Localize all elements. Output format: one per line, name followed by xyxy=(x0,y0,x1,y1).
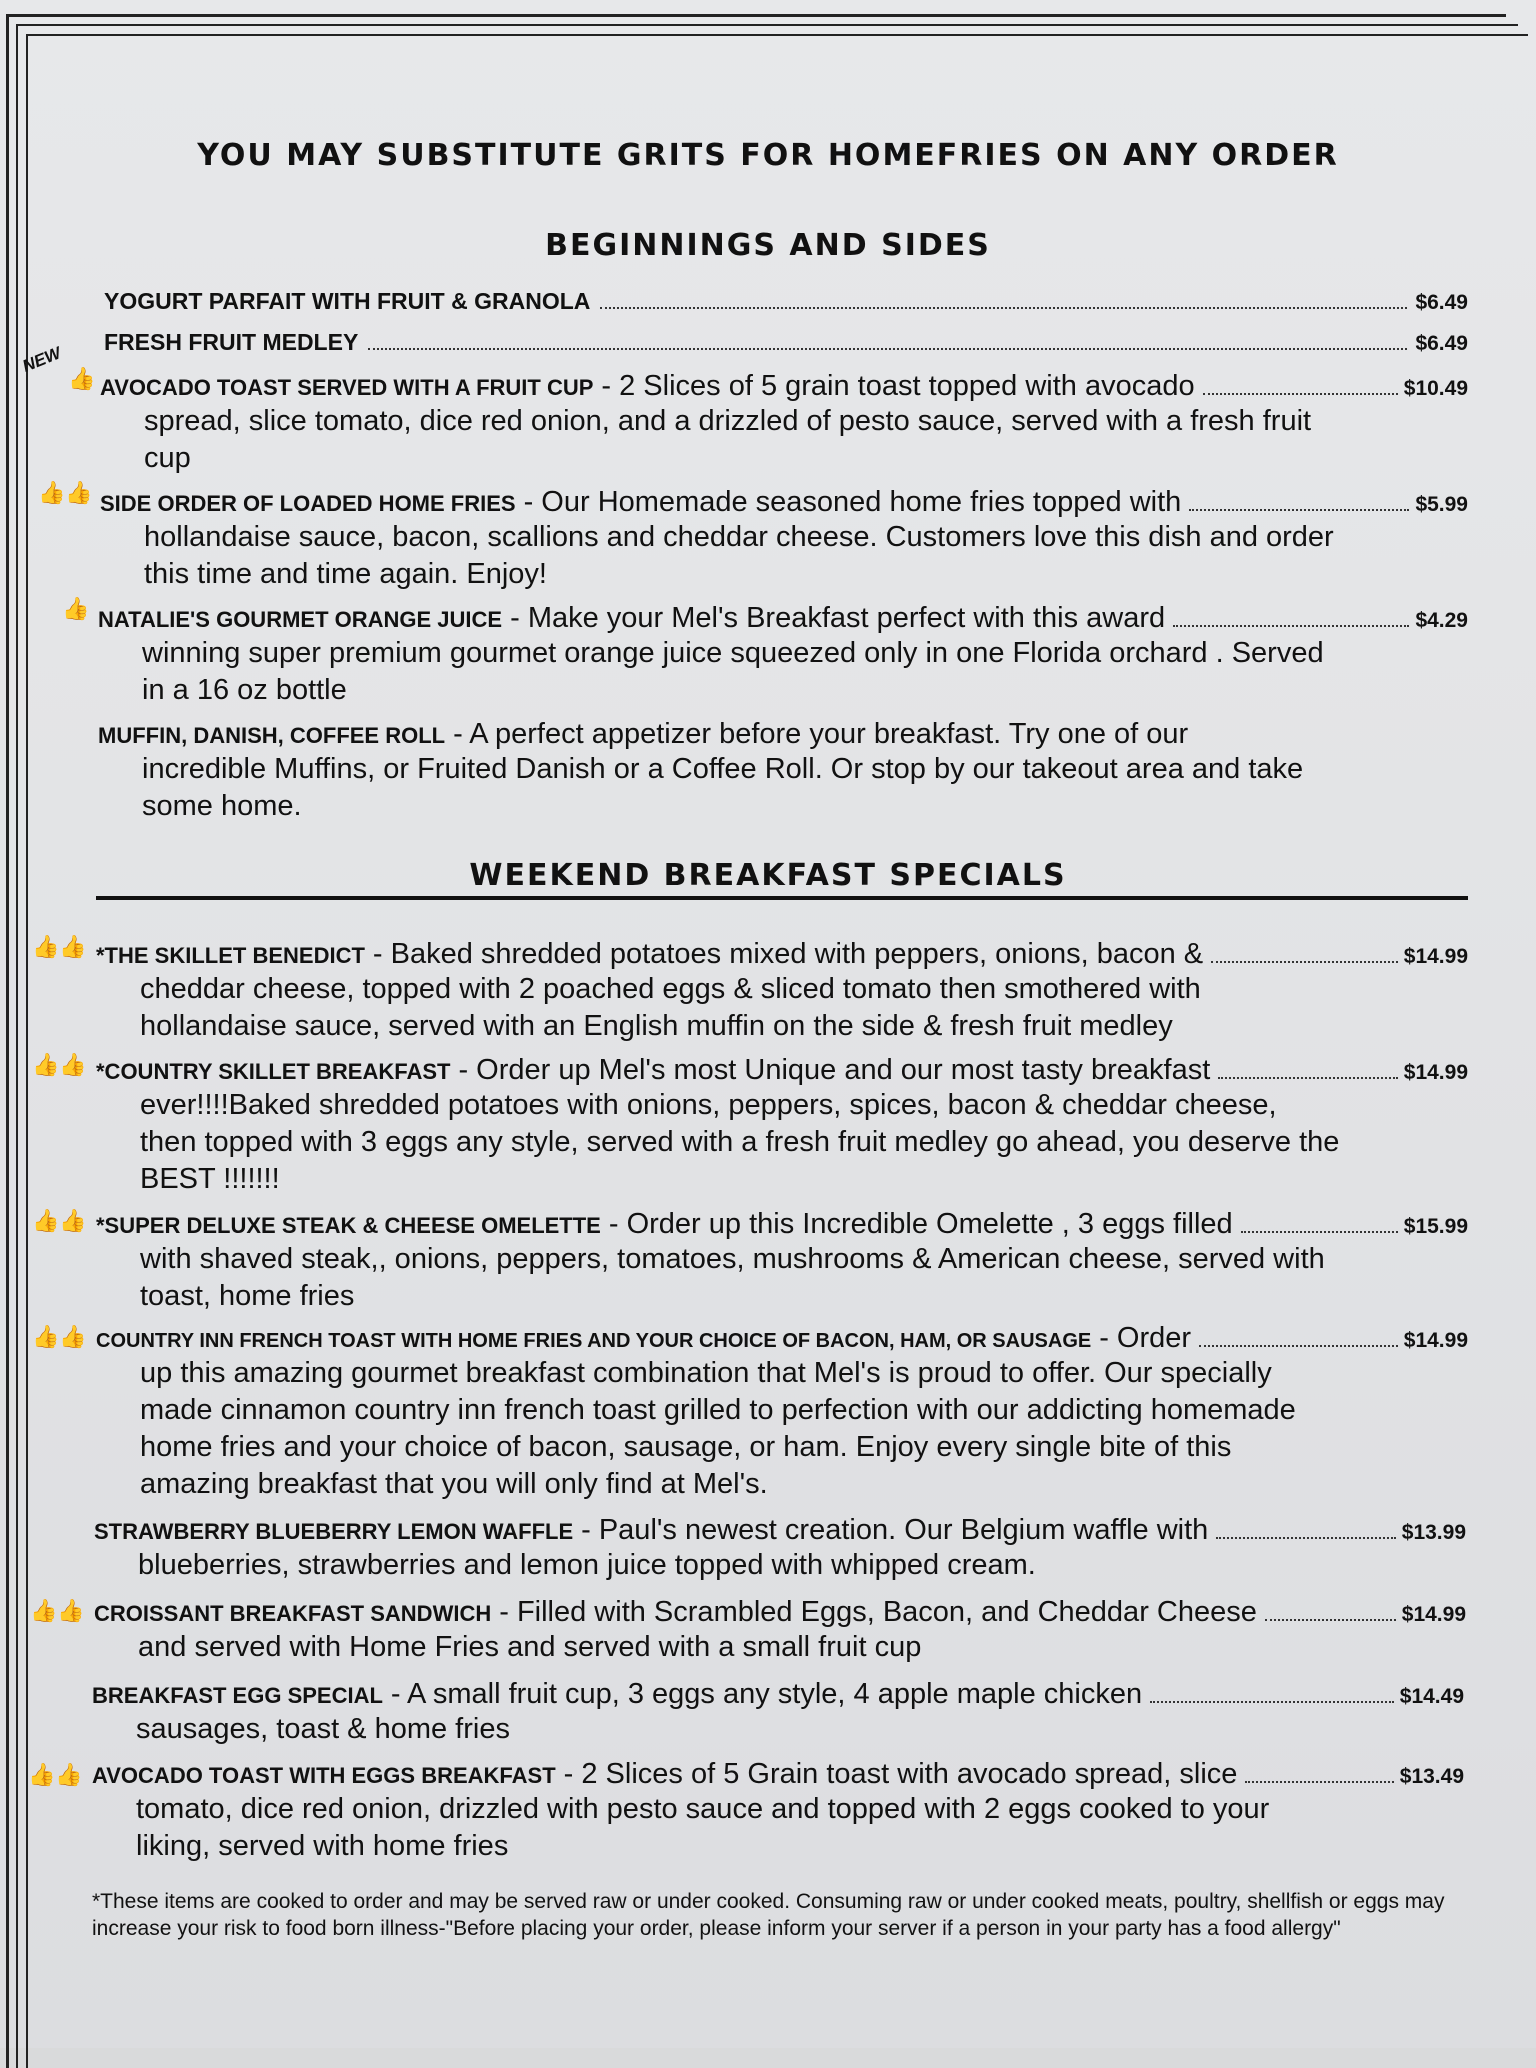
leader-dots xyxy=(1199,1345,1398,1347)
item-description-continued: blueberries, strawberries and lemon juice topped with whipped cream. xyxy=(138,1549,1036,1581)
item-name: NATALIE'S GOURMET ORANGE JUICE xyxy=(98,607,503,632)
menu-item xyxy=(100,370,1468,477)
item-description-continued: up this amazing gourmet breakfast combination that Mel's is proud to offer. Our specially made cinnamon country inn french toast grilled to perfection with our addicting homemade home fries and your choice of bacon, sausage, or ham. Enjoy every single bite of this amazing breakfast that you will only find at Mel's. xyxy=(140,1357,1296,1500)
leader-dots xyxy=(368,348,1407,350)
item-description: - 2 Slices of 5 Grain toast with avocado spread, slice xyxy=(563,1758,1238,1790)
menu-item xyxy=(100,486,1468,593)
menu-item xyxy=(92,1758,1464,1865)
item-name: *SUPER DELUXE STEAK & CHEESE OMELETTE xyxy=(96,1213,601,1238)
menu-item xyxy=(98,602,1468,709)
item-price: $14.99 xyxy=(1403,1061,1468,1084)
item-name: STRAWBERRY BLUEBERRY LEMON WAFFLE xyxy=(94,1519,574,1544)
item-description-continued: tomato, dice red onion, drizzled with pesto sauce and topped with 2 eggs cooked to your liking, served with home fries xyxy=(136,1793,1270,1862)
item-description: - Order xyxy=(1099,1322,1192,1354)
item-price: $4.29 xyxy=(1415,609,1468,632)
menu-item xyxy=(94,1514,1466,1584)
leader-dots xyxy=(1150,1701,1394,1703)
item-price: $14.99 xyxy=(1403,1329,1468,1352)
thumbs-up-icon: 👍👍 xyxy=(32,934,87,959)
item-price: $15.99 xyxy=(1403,1215,1468,1238)
item-description: - Our Homemade seasoned home fries topped with xyxy=(523,486,1182,518)
item-description: - Make your Mel's Breakfast perfect with this award xyxy=(510,602,1166,634)
item-name: YOGURT PARFAIT WITH FRUIT & GRANOLA xyxy=(104,288,591,314)
item-description-continued: hollandaise sauce, bacon, scallions and cheddar cheese. Customers love this dish and order this time and time again. Enjoy! xyxy=(144,521,1334,590)
item-name: AVOCADO TOAST WITH EGGS BREAKFAST xyxy=(92,1763,556,1788)
item-description-continued: and served with Home Fries and served with a small fruit cup xyxy=(138,1631,922,1663)
leader-dots xyxy=(1203,393,1398,395)
item-name: *COUNTRY SKILLET BREAKFAST xyxy=(96,1059,451,1084)
thumbs-up-icon: 👍 xyxy=(62,596,90,621)
item-price: $13.49 xyxy=(1399,1765,1464,1788)
item-name: SIDE ORDER OF LOADED HOME FRIES xyxy=(100,491,516,516)
menu-item xyxy=(92,1678,1464,1748)
item-description: - Filled with Scrambled Eggs, Bacon, and Cheddar Cheese xyxy=(499,1596,1257,1628)
item-description-continued: with shaved steak,, onions, peppers, tomatoes, mushrooms & American cheese, served with toast, home fries xyxy=(140,1243,1325,1312)
menu-item xyxy=(94,1596,1466,1666)
item-name: COUNTRY INN FRENCH TOAST WITH HOME FRIES AND YOUR CHOICE OF BACON, HAM, OR SAUSAGE xyxy=(96,1330,1092,1352)
thumbs-up-icon: 👍👍 xyxy=(38,480,93,505)
thumbs-up-icon: 👍👍 xyxy=(30,1598,85,1623)
allergy-disclaimer: *These items are cooked to order and may be served raw or under cooked. Consuming raw or under cooked meats, poultry, shellfish or eggs may increase your risk to food born illness-"Before placing your order, please inform your server if a person in your party has a food allergy" xyxy=(92,1890,1445,1940)
leader-dots xyxy=(600,307,1407,309)
leader-dots xyxy=(1241,1231,1398,1233)
item-price: $14.49 xyxy=(1399,1685,1464,1708)
menu-item xyxy=(104,329,1468,356)
thumbs-up-icon: 👍👍 xyxy=(32,1052,87,1077)
item-name: FRESH FRUIT MEDLEY xyxy=(104,329,359,355)
item-price: $13.99 xyxy=(1401,1521,1466,1544)
menu-item xyxy=(98,718,1468,825)
item-name: AVOCADO TOAST SERVED WITH A FRUIT CUP xyxy=(100,375,594,400)
item-description-continued: cheddar cheese, topped with 2 poached eggs & sliced tomato then smothered with hollandaise sauce, served with an English muffin on the side & fresh fruit medley xyxy=(140,973,1201,1042)
leader-dots xyxy=(1211,961,1398,963)
thumbs-up-icon: 👍👍 xyxy=(28,1762,83,1787)
item-name: *THE SKILLET BENEDICT xyxy=(96,943,365,968)
leader-dots xyxy=(1189,509,1409,511)
menu-item xyxy=(96,1054,1468,1198)
item-description-continued: incredible Muffins, or Fruited Danish or a Coffee Roll. Or stop by our takeout area and take some home. xyxy=(142,753,1304,822)
thumbs-up-icon: 👍👍 xyxy=(32,1324,87,1349)
item-description: - 2 Slices of 5 grain toast topped with avocado xyxy=(601,370,1195,402)
item-price: $5.99 xyxy=(1415,493,1468,516)
leader-dots xyxy=(1173,625,1409,627)
grits-notice: YOU MAY SUBSTITUTE GRITS FOR HOMEFRIES ON ANY ORDER xyxy=(197,138,1339,173)
item-name: CROISSANT BREAKFAST SANDWICH xyxy=(94,1601,492,1626)
leader-dots xyxy=(1245,1781,1393,1783)
item-description: - Baked shredded potatoes mixed with peppers, onions, bacon & xyxy=(372,938,1204,970)
thumbs-up-icon: 👍👍 xyxy=(32,1208,87,1233)
leader-dots xyxy=(1216,1537,1395,1539)
item-description-continued: spread, slice tomato, dice red onion, and a drizzled of pesto sauce, served with a fresh fruit cup xyxy=(144,405,1312,474)
section-title-beginnings: BEGINNINGS AND SIDES xyxy=(545,228,991,263)
item-description: - A small fruit cup, 3 eggs any style, 4 apple maple chicken xyxy=(390,1678,1143,1710)
item-name: MUFFIN, DANISH, COFFEE ROLL xyxy=(98,723,446,748)
new-badge: NEW xyxy=(19,343,64,376)
item-price: $6.49 xyxy=(1415,332,1468,355)
menu-item xyxy=(96,938,1468,1045)
item-price: $14.99 xyxy=(1401,1603,1466,1626)
item-price: $6.49 xyxy=(1415,291,1468,314)
menu-item xyxy=(96,1322,1468,1503)
item-description-continued: winning super premium gourmet orange juice squeezed only in one Florida orchard . Served in a 16 oz bottle xyxy=(142,637,1324,706)
item-description-continued: sausages, toast & home fries xyxy=(136,1713,510,1745)
menu-item xyxy=(104,288,1468,315)
leader-dots xyxy=(1218,1077,1398,1079)
menu-item xyxy=(96,1208,1468,1315)
leader-dots xyxy=(1265,1619,1396,1621)
item-description: - Paul's newest creation. Our Belgium waffle with xyxy=(581,1514,1209,1546)
item-description: - A perfect appetizer before your breakfast. Try one of our xyxy=(453,718,1189,750)
item-description: - Order up Mel's most Unique and our most tasty breakfast xyxy=(458,1054,1211,1086)
item-description: - Order up this Incredible Omelette , 3 eggs filled xyxy=(608,1208,1233,1240)
item-description-continued: ever!!!!Baked shredded potatoes with onions, peppers, spices, bacon & cheddar cheese, then topped with 3 eggs any style, served with a fresh fruit medley go ahead, you deserve the BEST !!!!!!! xyxy=(140,1089,1340,1195)
item-price: $10.49 xyxy=(1403,377,1468,400)
item-name: BREAKFAST EGG SPECIAL xyxy=(92,1683,383,1708)
item-price: $14.99 xyxy=(1403,945,1468,968)
thumbs-up-icon: 👍 xyxy=(68,366,96,391)
section-title-weekend: WEEKEND BREAKFAST SPECIALS xyxy=(469,858,1067,893)
section-divider xyxy=(96,896,1468,900)
